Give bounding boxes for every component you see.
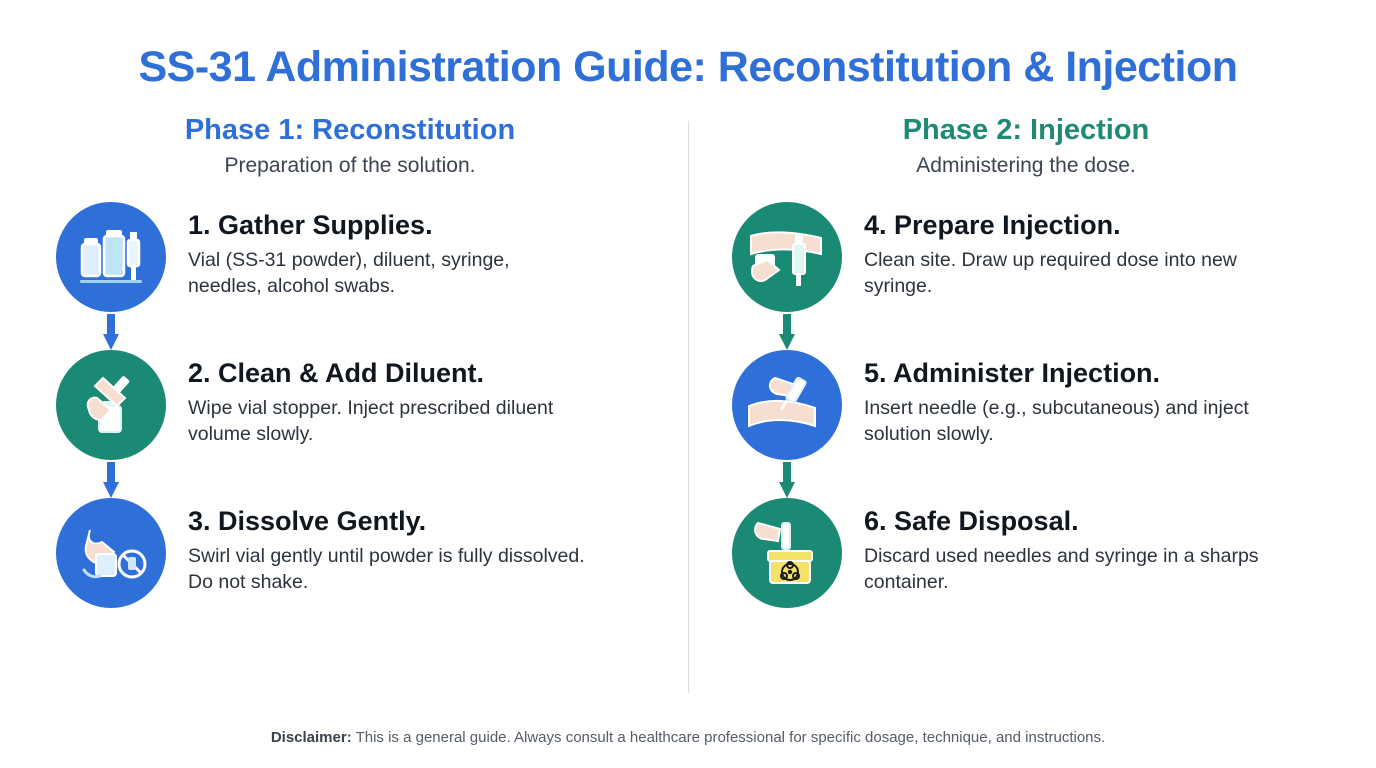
step-description: Clean site. Draw up required dose into new syringe. <box>864 249 1237 297</box>
flow-arrow-down-icon <box>103 462 119 498</box>
phase-2-steps <box>732 202 1320 646</box>
phase-1-steps <box>56 202 644 646</box>
step-text <box>188 202 588 300</box>
step-description: Discard used needles and syringe in a sharps container. <box>864 545 1259 593</box>
phase-columns <box>0 113 1376 646</box>
swab-arm-syringe-icon <box>732 202 842 312</box>
phase-2-column <box>688 113 1320 646</box>
flow-arrow-down-icon <box>779 314 795 350</box>
step-text <box>188 498 588 596</box>
swirl-vial-no-shake-icon <box>56 498 166 608</box>
page-title: SS-31 Administration Guide: Reconstitution & Injection <box>138 43 1238 91</box>
step-item <box>56 202 644 350</box>
flow-arrow-down-icon <box>103 314 119 350</box>
disclaimer-text: This is a general guide. Always consult a healthcare professional for specific dosage, technique, and instructions. <box>351 729 1106 746</box>
phase-1-column <box>56 113 688 646</box>
step-item <box>732 350 1320 498</box>
step-description: Insert needle (e.g., subcutaneous) and inject solution slowly. <box>864 397 1249 445</box>
step-text <box>864 202 1264 300</box>
disclaimer-label: Disclaimer: <box>270 729 352 746</box>
step-title: 6. Safe Disposal. <box>864 506 1079 537</box>
step-text <box>864 498 1264 596</box>
phase-2-heading: Phase 2: Injection <box>902 114 1150 147</box>
step-item <box>56 350 644 498</box>
step-title: 4. Prepare Injection. <box>864 210 1121 241</box>
sharps-container-icon <box>732 498 842 608</box>
phase-1-heading: Phase 1: Reconstitution <box>184 114 516 147</box>
phase-2-subheading: Administering the dose. <box>916 154 1136 178</box>
step-item <box>732 498 1320 646</box>
flow-arrow-down-icon <box>779 462 795 498</box>
column-divider <box>688 121 689 693</box>
step-text <box>864 350 1264 448</box>
step-title: 5. Administer Injection. <box>864 358 1161 389</box>
step-title: 3. Dissolve Gently. <box>188 506 427 537</box>
phase-1-subheading: Preparation of the solution. <box>224 154 476 178</box>
step-title: 2. Clean & Add Diluent. <box>188 358 485 389</box>
step-description: Swirl vial gently until powder is fully dissolved. Do not shake. <box>188 545 585 593</box>
step-title: 1. Gather Supplies. <box>188 210 433 241</box>
step-description: Wipe vial stopper. Inject prescribed diluent volume slowly. <box>188 397 554 445</box>
vial-syringe-icon <box>56 202 166 312</box>
step-item <box>732 202 1320 350</box>
step-text <box>188 350 588 448</box>
hand-injecting-vial-icon <box>56 350 166 460</box>
disclaimer <box>0 729 1376 746</box>
step-description: Vial (SS-31 powder), diluent, syringe, needles, alcohol swabs. <box>188 249 510 297</box>
injecting-arm-icon <box>732 350 842 460</box>
step-item <box>56 498 644 646</box>
